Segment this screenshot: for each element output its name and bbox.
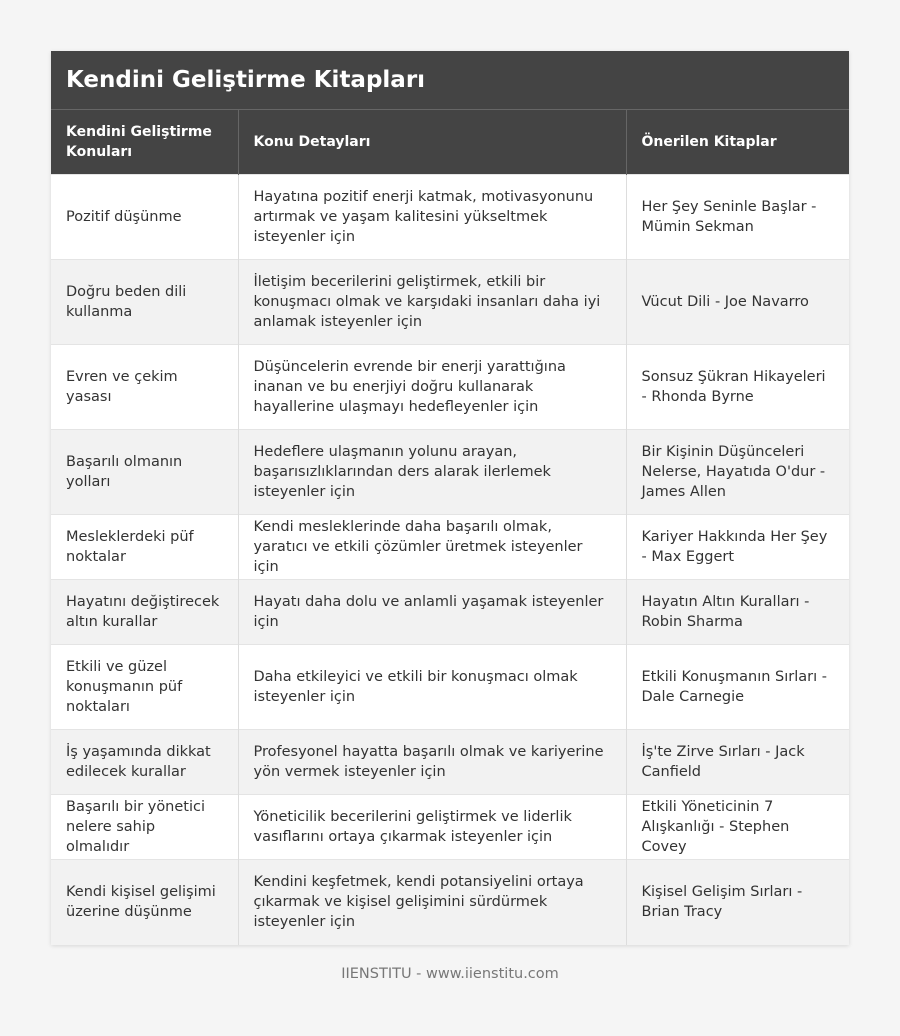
books-table (51, 110, 849, 945)
table-row (51, 515, 849, 580)
topic-cell: Mesleklerdeki püf noktalar (51, 515, 238, 580)
table-row (51, 645, 849, 730)
table-row (51, 175, 849, 260)
detail-cell: Daha etkileyici ve etkili bir konuşmacı olmak isteyenler için (238, 645, 626, 730)
book-cell: Sonsuz Şükran Hikayeleri - Rhonda Byrne (626, 345, 849, 430)
topic-cell: Hayatını değiştirecek altın kurallar (51, 580, 238, 645)
book-cell: Bir Kişinin Düşünceleri Nelerse, Hayatıda O'dur - James Allen (626, 430, 849, 515)
book-cell: Kişisel Gelişim Sırları - Brian Tracy (626, 860, 849, 945)
book-cell: Kariyer Hakkında Her Şey - Max Eggert (626, 515, 849, 580)
detail-cell: Yöneticilik becerilerini geliştirmek ve liderlik vasıflarını ortaya çıkarmak isteyenler için (238, 795, 626, 860)
table-row (51, 580, 849, 645)
detail-cell: Kendi mesleklerinde daha başarılı olmak, yaratıcı ve etkili çözümler üretmek isteyenler için (238, 515, 626, 580)
topic-cell: Başarılı olmanın yolları (51, 430, 238, 515)
topic-cell: Başarılı bir yönetici nelere sahip olmalıdır (51, 795, 238, 860)
table-row (51, 430, 849, 515)
table-row (51, 795, 849, 860)
detail-cell: Profesyonel hayatta başarılı olmak ve kariyerine yön vermek isteyenler için (238, 730, 626, 795)
detail-cell: Kendini keşfetmek, kendi potansiyelini ortaya çıkarmak ve kişisel gelişimini sürdürmek isteyenler için (238, 860, 626, 945)
table-row (51, 860, 849, 945)
column-header-detail: Konu Detayları (238, 110, 626, 175)
topic-cell: Etkili ve güzel konuşmanın püf noktaları (51, 645, 238, 730)
table-row (51, 730, 849, 795)
topic-cell: Evren ve çekim yasası (51, 345, 238, 430)
column-header-book: Önerilen Kitaplar (626, 110, 849, 175)
footer-credit: IIENSTITU - www.iienstitu.com (341, 966, 559, 982)
topic-cell: Pozitif düşünme (51, 175, 238, 260)
topic-cell: Kendi kişisel gelişimi üzerine düşünme (51, 860, 238, 945)
detail-cell: Hedeflere ulaşmanın yolunu arayan, başarısızlıklarından ders alarak ilerlemek isteyenler için (238, 430, 626, 515)
detail-cell: Hayatı daha dolu ve anlamli yaşamak isteyenler için (238, 580, 626, 645)
column-header-topic: Kendini Geliştirme Konuları (51, 110, 238, 175)
book-cell: Hayatın Altın Kuralları - Robin Sharma (626, 580, 849, 645)
detail-cell: İletişim becerilerini geliştirmek, etkili bir konuşmacı olmak ve karşıdaki insanları daha iyi anlamak isteyenler için (238, 260, 626, 345)
book-cell: Her Şey Seninle Başlar - Mümin Sekman (626, 175, 849, 260)
book-cell: Etkili Yöneticinin 7 Alışkanlığı - Stephen Covey (626, 795, 849, 860)
table-row (51, 345, 849, 430)
table-row (51, 260, 849, 345)
book-cell: İş'te Zirve Sırları - Jack Canfield (626, 730, 849, 795)
detail-cell: Düşüncelerin evrende bir enerji yarattığına inanan ve bu enerjiyi doğru kullanarak hayallerine ulaşmayı hedefleyenler için (238, 345, 626, 430)
book-cell: Etkili Konuşmanın Sırları - Dale Carnegie (626, 645, 849, 730)
topic-cell: İş yaşamında dikkat edilecek kurallar (51, 730, 238, 795)
table-header-row (51, 110, 849, 175)
book-cell: Vücut Dili - Joe Navarro (626, 260, 849, 345)
page-title: Kendini Geliştirme Kitapları (51, 51, 849, 110)
detail-cell: Hayatına pozitif enerji katmak, motivasyonunu artırmak ve yaşam kalitesini yükseltmek isteyenler için (238, 175, 626, 260)
topic-cell: Doğru beden dili kullanma (51, 260, 238, 345)
books-card (51, 51, 849, 945)
